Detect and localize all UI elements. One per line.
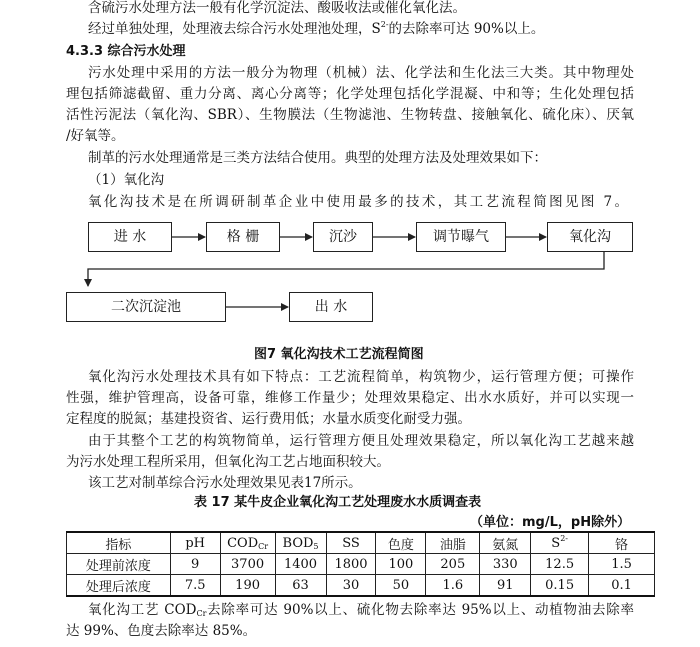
header-bod (275, 532, 326, 554)
header-cod (220, 532, 275, 554)
table-cell: 190 (220, 575, 275, 597)
para4-line-3: 定程度的脱氮；基建投资省、运行费用低；水量水质变化耐受力强。 (66, 411, 471, 427)
table-cell: 30 (326, 575, 376, 597)
header-ammonia: 氨氮 (480, 532, 531, 554)
table-header-row (67, 532, 655, 554)
table-row (67, 575, 655, 597)
para7-text-a: 氧化沟工艺 COD (88, 602, 197, 618)
table-cell: 7.5 (170, 575, 220, 597)
header-bod-subscript: 5 (313, 541, 319, 551)
table-cell: 63 (275, 575, 326, 597)
header-ph: pH (170, 532, 220, 554)
flow-step-intake: 进 水 (88, 222, 172, 252)
intro-line-1: 含硫污水处理方法一般有化学沉淀法、酸吸收法或催化氧化法。 (88, 0, 466, 16)
table-cell: 9 (170, 554, 220, 575)
header-sulfide-superscript: 2- (560, 533, 568, 543)
header-indicator: 指标 (67, 532, 171, 554)
table-cell: 1400 (275, 554, 326, 575)
para6-line-1: 该工艺对制革综合污水处理效果见表17所示。 (88, 475, 362, 491)
para7-cod-subscript: Cr (196, 609, 207, 618)
table-cell: 12.5 (531, 554, 589, 575)
table-cell: 91 (480, 575, 531, 597)
flow-step-secondary-clarifier: 二次沉淀池 (66, 292, 226, 322)
intro-text-b: 的去除率可达 90%以上。 (388, 21, 545, 37)
table-cell: 100 (376, 554, 426, 575)
header-oil: 油脂 (426, 532, 480, 554)
table-row (67, 554, 655, 575)
table-cell: 0.1 (589, 575, 655, 597)
flow-step-oxidation-ditch: 氧化沟 (547, 222, 633, 252)
para5-line-1: 由于其整个工艺的构筑物简单，运行管理方便且处理效果稳定，所以氧化沟工艺越来越 (88, 433, 634, 449)
row-label: 处理后浓度 (67, 575, 171, 597)
section-heading: 4.3.3 综合污水处理 (66, 44, 186, 59)
intro-text-a: 经过单独处理，处理液去综合污水处理池处理，S (88, 21, 381, 37)
water-quality-table (66, 531, 655, 597)
para1-line-2: 理包括筛滤截留、重力分离、离心分离等；化学处理包括化学混凝、中和等；生化处理包括 (66, 86, 634, 102)
table-cell: 1800 (326, 554, 376, 575)
header-chromium: 铬 (589, 532, 655, 554)
flow-step-grit-chamber: 沉沙 (313, 222, 373, 252)
figure-caption: 图7 氧化沟技术工艺流程简图 (254, 347, 424, 362)
para3-line-1: 氧化沟技术是在所调研制革企业中使用最多的技术，其工艺流程简图见图 7。 (88, 194, 628, 210)
table-cell: 3700 (220, 554, 275, 575)
para7-line-2: 达 99%、色度去除率达 85%。 (66, 623, 257, 639)
para7-text-b: 去除率可达 90%以上、硫化物去除率达 95%以上、动植物油去除率 (206, 602, 635, 618)
header-ss: SS (326, 532, 376, 554)
para1-line-3: 活性污泥法（氧化沟、SBR）、生物膜法（生物滤池、生物转盘、接触氧化、硫化床）、厌氧 (66, 107, 634, 123)
table-cell: 50 (376, 575, 426, 597)
row-label: 处理前浓度 (67, 554, 171, 575)
header-bod-text: BOD (282, 535, 314, 551)
para7-line-1 (88, 601, 634, 620)
table-unit-note: （单位：mg/L，pH除外） (470, 515, 631, 530)
header-sulfide (531, 532, 589, 554)
para4-line-2: 性强，维护管理高，设备可靠，维修工作量少；处理效果稳定、出水水质好，并可以实现一 (66, 390, 634, 406)
header-sulfide-text: S (551, 535, 561, 551)
header-cod-subscript: Cr (258, 541, 269, 551)
header-cod-text: COD (227, 535, 259, 551)
para4-line-1: 氧化沟污水处理技术具有如下特点：工艺流程简单，构筑物少，运行管理方便；可操作 (88, 369, 634, 385)
sulfide-superscript: 2- (380, 20, 389, 29)
header-color: 色度 (376, 532, 426, 554)
para5-line-2: 为污水处理工程所采用，但氧化沟工艺占地面积较大。 (66, 454, 390, 470)
arrow-oxidation-to-clarifier (88, 251, 604, 286)
para1-line-1: 污水处理中采用的方法一般分为物理（机械）法、化学法和生化法三大类。其中物理处 (88, 65, 634, 81)
table-title: 表 17 某牛皮企业氧化沟工艺处理废水水质调查表 (194, 495, 482, 510)
table-cell: 1.6 (426, 575, 480, 597)
table-cell: 330 (480, 554, 531, 575)
para2-line-1: 制革的污水处理通常是三类方法结合使用。典型的处理方法及处理效果如下： (88, 150, 547, 166)
table-cell: 1.5 (589, 554, 655, 575)
para1-line-4: /好氧等。 (66, 128, 125, 144)
table-cell: 205 (426, 554, 480, 575)
flow-step-outlet: 出 水 (289, 292, 373, 322)
table-cell: 0.15 (531, 575, 589, 597)
subsection-label: （1）氧化沟 (88, 172, 165, 188)
flow-step-screen: 格 栅 (206, 222, 280, 252)
flow-step-aeration: 调节曝气 (416, 222, 506, 252)
